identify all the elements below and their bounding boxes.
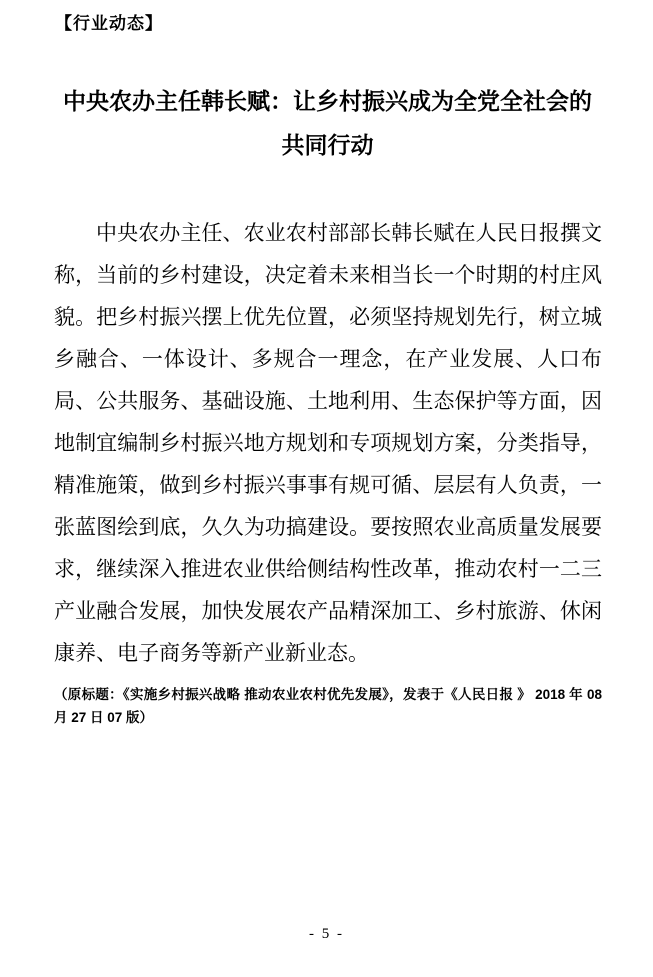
page-number: - 5 - xyxy=(309,926,344,942)
section-label: 【行业动态】 xyxy=(55,14,163,33)
source-citation: （原标题：《实施乡村振兴战略 推动农业农村优先发展》，发表于《人民日报 》 2018 年 08 月 27 日 07 版） xyxy=(54,687,602,725)
body-paragraph: 中央农办主任、农业农村部部长韩长赋在人民日报撰文称，当前的乡村建设，决定着未来相当长一个时期的村庄风貌。把乡村振兴摆上优先位置，必须坚持规划先行，树立城乡融合、一体设计、多规合一理念，在产业发展、人口布局、公共服务、基础设施、土地利用、生态保护等方面，因地制宜编制乡村振兴地方规划和专项规划方案，分类指导，精准施策，做到乡村振兴事事有规可循、层层有人负责，一张蓝图绘到底，久久为功搞建设。要按照农业高质量发展要求，继续深入推进农业供给侧结构性改革，推动农村一二三产业融合发展，加快发展农产品精深加工、乡村旅游、休闲康养、电子商务等新产业新业态。 xyxy=(54,221,602,665)
document-title: 中央农办主任韩长赋：让乡村振兴成为全党全社会的共同行动 xyxy=(63,89,592,158)
